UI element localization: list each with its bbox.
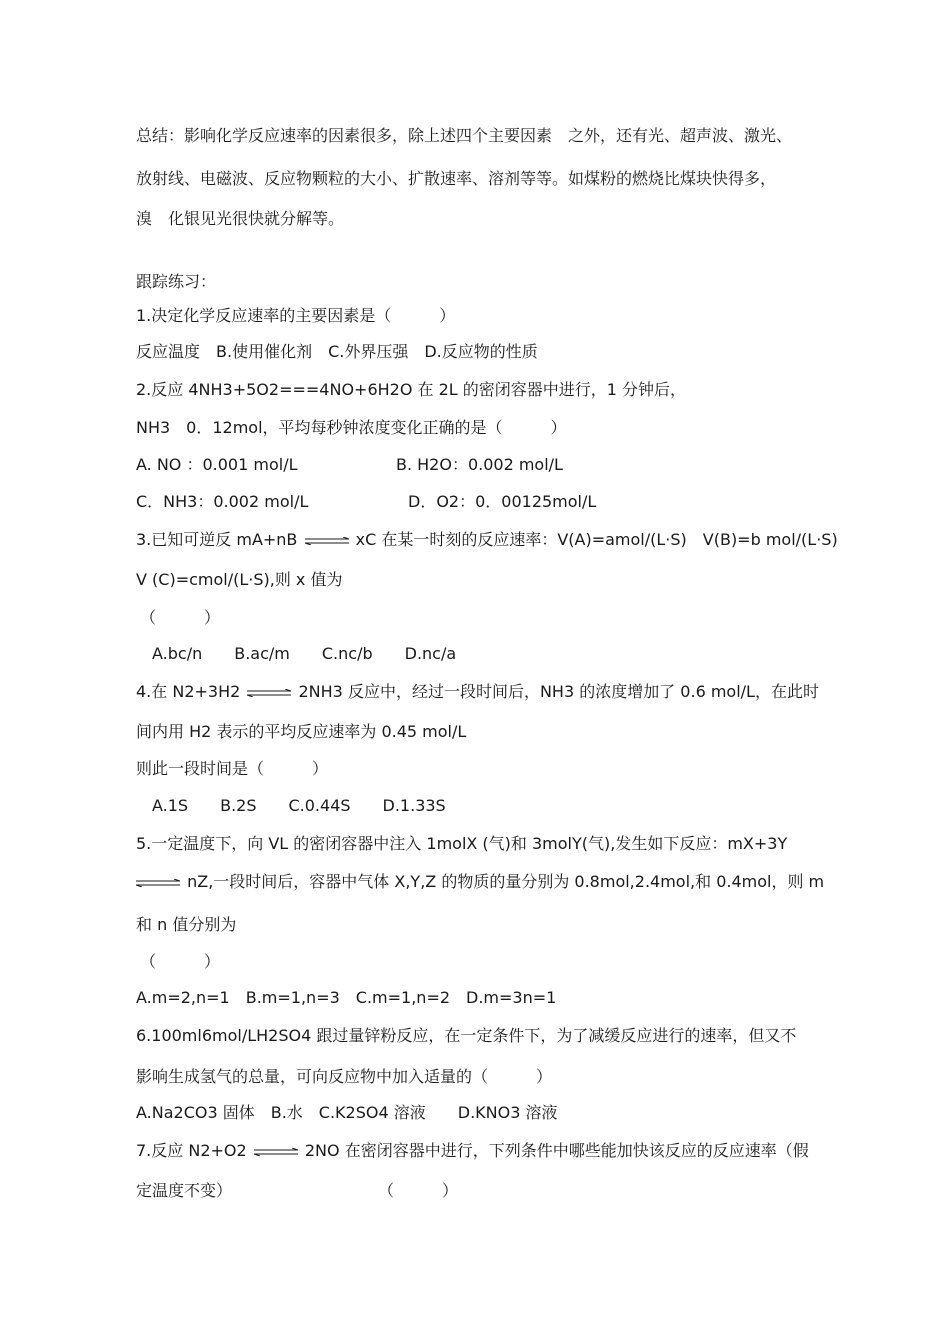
q6-stem-2: 影响生成氢气的总量，可向反应物中加入适量的（ ） <box>136 1067 553 1086</box>
summary-line-3: 溴 化银见光很快就分解等。 <box>136 209 345 228</box>
equilibrium-arrow-icon <box>305 537 349 545</box>
q3-stem-1-right: xC 在某一时刻的反应速率：V(A)=amol/(L·S) V(B)=b mol/(L·S) <box>355 530 838 549</box>
q1-options: 反应温度 B.使用催化剂 C.外界压强 D.反应物的性质 <box>136 342 538 361</box>
q7-stem-2: 定温度不变） <box>136 1181 233 1200</box>
q7-stem-1 <box>136 1141 809 1161</box>
q4-stem-1-right: 2NH3 反应中，经过一段时间后，NH3 的浓度增加了 0.6 mol/L，在此时 <box>298 682 819 701</box>
q3-answer-paren: （ ） <box>140 608 221 627</box>
practice-title: 跟踪练习： <box>136 272 217 291</box>
q6-options: A.Na2CO3 固体 B.水 C.K2SO4 溶液 D.KNO3 溶液 <box>136 1103 558 1122</box>
q7-answer-paren: （ ） <box>378 1181 459 1200</box>
q2-option-b: B. H2O：0.002 mol/L <box>396 455 563 474</box>
equilibrium-arrow-icon <box>136 879 180 887</box>
q2-option-d: D．O2：0．00125mol/L <box>408 492 597 511</box>
equilibrium-arrow-icon <box>254 1148 298 1156</box>
q3-stem-1 <box>136 530 838 550</box>
q5-stem-2 <box>136 872 824 892</box>
q2-option-a: A. NO ：0.001 mol/L <box>136 455 298 474</box>
q5-stem-2-text: nZ,一段时间后，容器中气体 X,Y,Z 的物质的量分别为 0.8mol,2.4mol,和 0.4mol，则 m <box>187 872 825 891</box>
summary-line-2: 放射线、电磁波、反应物颗粒的大小、扩散速率、溶剂等等。如煤粉的燃烧比煤块快得多， <box>136 169 777 188</box>
q6-stem-1: 6.100ml6mol/LH2SO4 跟过量锌粉反应，在一定条件下，为了减缓反应进行的速率，但又不 <box>136 1026 797 1045</box>
q5-answer-paren: （ ） <box>140 952 221 971</box>
q5-stem-3: 和 n 值分别为 <box>136 915 237 934</box>
q1-stem: 1.决定化学反应速率的主要因素是（ ） <box>136 306 456 325</box>
summary-line-1: 总结：影响化学反应速率的因素很多，除上述四个主要因素 之外，还有光、超声波、激光、 <box>136 126 793 145</box>
q2-stem-1: 2.反应 4NH3+5O2===4NO+6H2O 在 2L 的密闭容器中进行，1 分钟后， <box>136 380 687 399</box>
q2-stem-2: NH3 0．12mol，平均每秒钟浓度变化正确的是（ ） <box>136 418 567 437</box>
q7-stem-1-right: 2NO 在密闭容器中进行，下列条件中哪些能加快该反应的反应速率（假 <box>304 1141 809 1160</box>
q2-option-c: C．NH3：0.002 mol/L <box>136 492 309 511</box>
q5-stem-1: 5.一定温度下，向 VL 的密闭容器中注入 1molX (气)和 3molY(气),发生如下反应：mX+3Y <box>136 834 788 853</box>
q4-options: A.1S B.2S C.0.44S D.1.33S <box>152 796 446 815</box>
q4-stem-2: 间内用 H2 表示的平均反应速率为 0.45 mol/L <box>136 722 467 741</box>
q4-stem-1-left: 4.在 N2+3H2 <box>136 682 241 701</box>
q4-stem-3: 则此一段时间是（ ） <box>136 759 329 778</box>
q5-options: A.m=2,n=1 B.m=1,n=3 C.m=1,n=2 D.m=3n=1 <box>136 988 557 1007</box>
equilibrium-arrow-icon <box>247 689 291 697</box>
q4-stem-1 <box>136 682 819 702</box>
q3-stem-2: V (C)=cmol/(L·S),则 x 值为 <box>136 570 343 589</box>
q3-stem-1-left: 3.已知可逆反 mA+nB <box>136 530 298 549</box>
q3-options: A.bc/n B.ac/m C.nc/b D.nc/a <box>152 644 457 663</box>
q7-stem-1-left: 7.反应 N2+O2 <box>136 1141 247 1160</box>
